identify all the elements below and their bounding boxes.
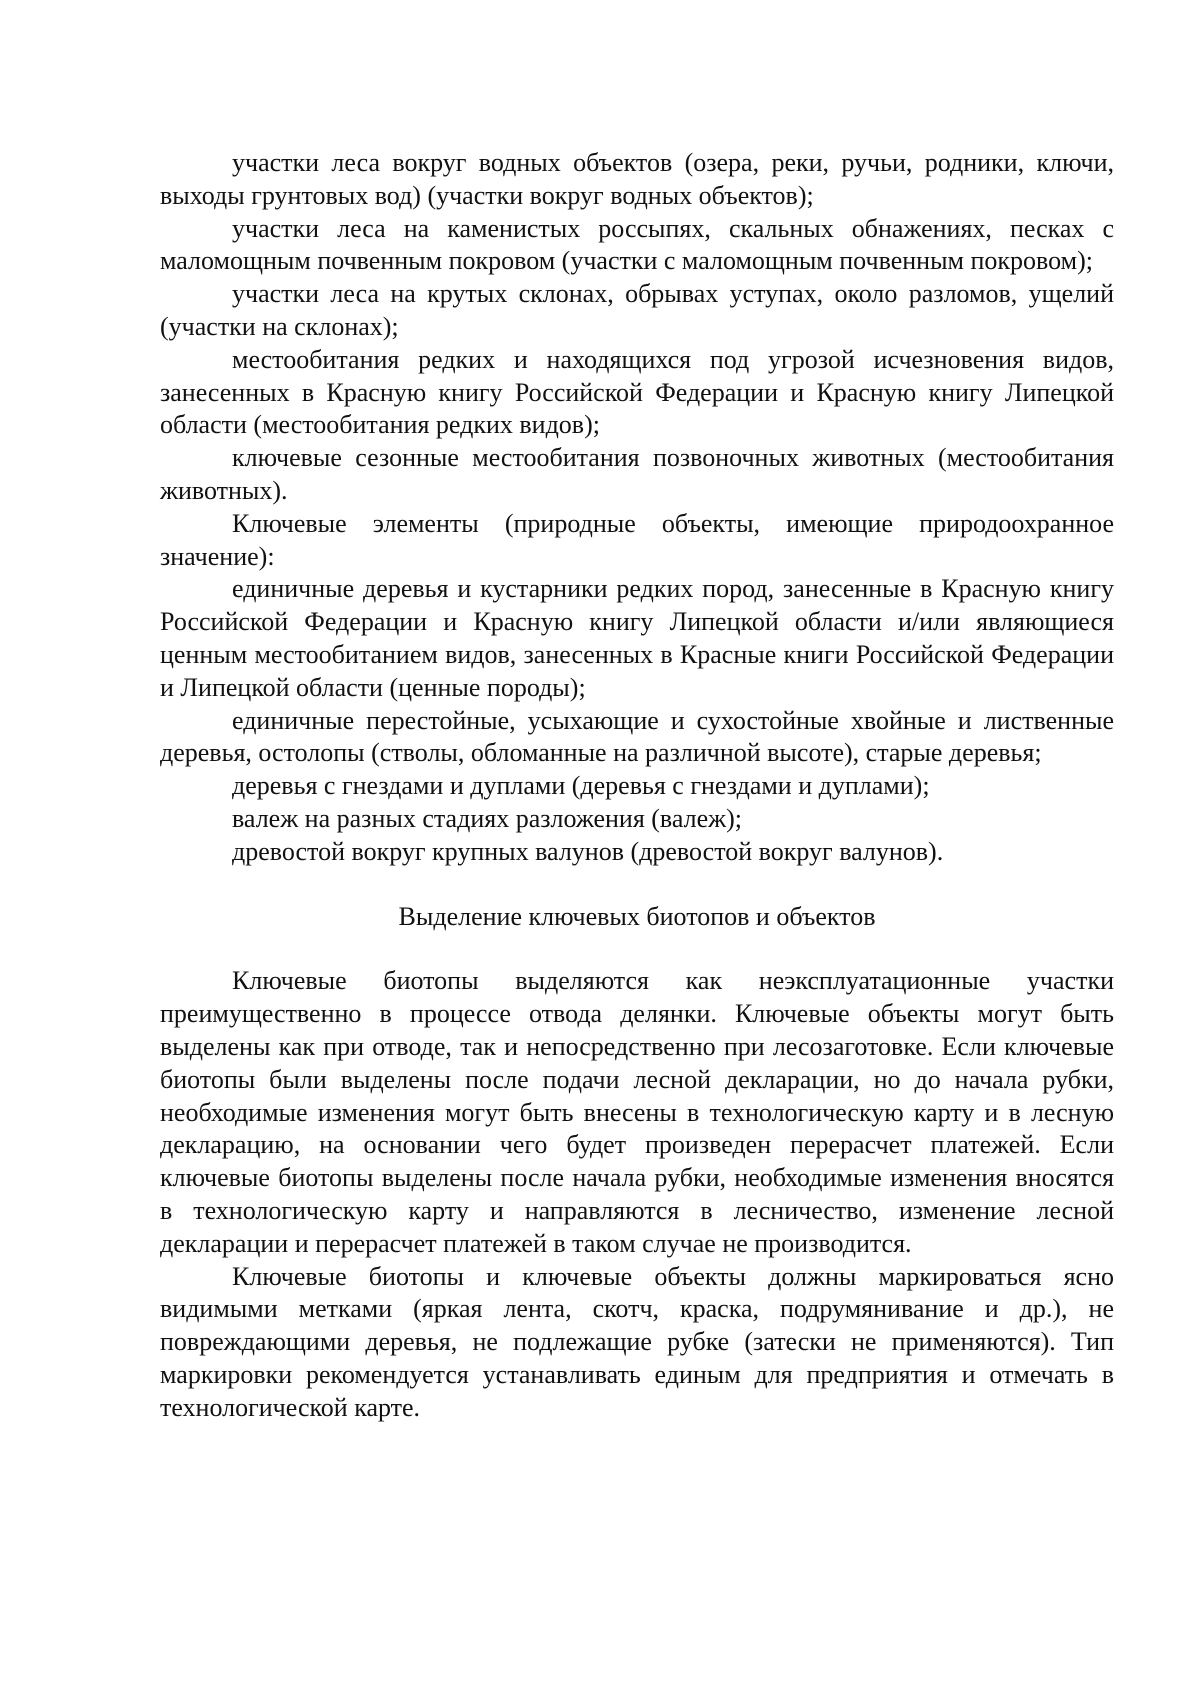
element-item-deadwood: валеж на разных стадиях разложения (валеж); [232,803,742,833]
element-item-nest-trees: деревья с гнездами и дуплами (деревья с гнездами и дуплами); [232,771,930,801]
list-item-water-areas: участки леса вокруг водных объектов (озера, реки, ручьи, родники, ключи, выходы грунтовых вод) (участки вокруг водных объектов); [160,148,1114,210]
element-item-old-trees: единичные перестойные, усыхающие и сухостойные хвойные и лиственные деревья, остолопы (стволы, обломанные на различной высоте), старые деревья; [160,705,1114,768]
element-item-valuable-species: единичные деревья и кустарники редких пород, занесенные в Красную книгу Российской Федерации и Красную книгу Липецкой области и/или являющиеся ценным местообитанием видов, занесенных в Красные книги Российской Федерации и Липецкой области (ценные породы); [160,574,1114,702]
list-item-animal-habitats: ключевые сезонные местообитания позвоночных животных (местообитания животных). [160,443,1114,505]
document-body [160,147,1114,1424]
key-elements-intro: Ключевые элементы (природные объекты, имеющие природоохранное значение): [160,508,1114,571]
section-paragraph-selection: Ключевые биотопы выделяются как неэксплуатационные участки преимущественно в процессе отвода делянки. Ключевые объекты могут быть выделены как при отводе, так и непосредственно при лесозаготовке. Если ключевые биотопы были выделены после подачи лесной декларации, но до начала рубки, необходимые изменения могут быть внесены в технологическую карту и в лесную декларацию, на основании чего будет произведен перерасчет платежей. Если ключевые биотопы выделены после начала рубки, необходимые изменения вносятся в технологическую карту и направляются в лесничество, изменение лесной декларации и перерасчет платежей в таком случае не производится. [160,966,1114,1258]
section-paragraph-marking: Ключевые биотопы и ключевые объекты должны маркироваться ясно видимыми метками (яркая лента, скотч, краска, подрумянивание и др.), не повреждающими деревья, не подлежащие рубке (затески не применяются). Тип маркировки рекомендуется устанавливать единым для предприятия и отмечать в технологической карте. [160,1261,1114,1422]
list-item-rocky-areas: участки леса на каменистых россыпях, скальных обнажениях, песках с маломощным почвенным покровом (участки с маломощным почвенным покровом); [160,213,1114,276]
section-title: Выделение ключевых биотопов и объектов [398,901,876,931]
element-item-boulders: древостой вокруг крупных валунов (древостой вокруг валунов). [232,836,944,866]
list-item-slopes: участки леса на крутых склонах, обрывах уступах, около разломов, ущелий (участки на склонах); [160,279,1114,341]
list-item-rare-species-habitats: местообитания редких и находящихся под угрозой исчезновения видов, занесенных в Красную книгу Российской Федерации и Красную книгу Липецкой области (местообитания редких видов); [160,344,1114,440]
